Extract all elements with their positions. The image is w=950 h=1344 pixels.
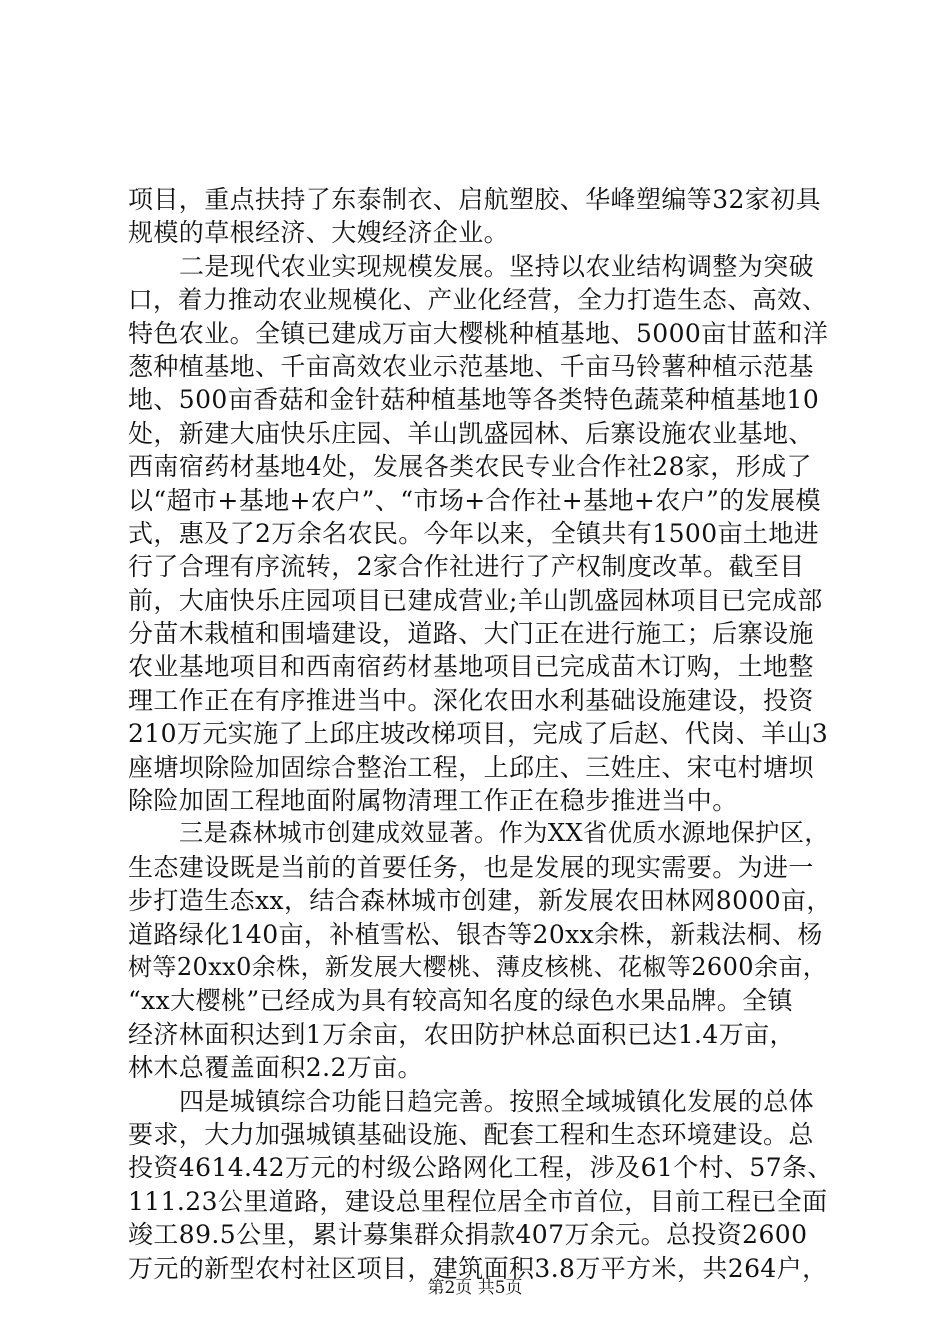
- text-line: 分苗木栽植和围墙建设，道路、大门正在进行施工；后寨设施: [128, 619, 814, 649]
- text-line: 口，着力推动农业规模化、产业化经营，全力打造生态、高效、: [128, 285, 827, 315]
- text-line: 西南宿药材基地4处，发展各类农民专业合作社28家，形成了: [128, 452, 812, 482]
- text-line: 以“超市+基地+农户”、“市场+合作社+基地+农户”的发展模: [128, 485, 821, 515]
- text-line: “xx大樱桃”已经成为具有较高知名度的绿色水果品牌。全镇: [128, 986, 793, 1016]
- text-line: 行了合理有序流转，2家合作社进行了产权制度改革。截至目: [128, 552, 805, 582]
- document-body: [128, 183, 834, 1285]
- text-line: 二是现代农业实现规模发展。坚持以农业结构调整为突破: [179, 251, 815, 281]
- text-line: 三是森林城市创建成效显著。作为XX省优质水源地保护区，: [179, 819, 829, 848]
- text-line: 除险加固工程地面附属物清理工作正在稳步推进当中。: [128, 786, 738, 816]
- text-line: 地、500亩香菇和金针菇种植基地等各类特色蔬菜种植基地10: [128, 385, 820, 415]
- text-line: 前，大庙快乐庄园项目已建成营业;羊山凯盛园林项目已完成部: [128, 585, 823, 615]
- text-line: 葱种植基地、千亩高效农业示范基地、千亩马铃薯种植示范基: [128, 351, 814, 381]
- text-line: 经济林面积达到1万余亩，农田防护林总面积已达1.4万亩，: [128, 1019, 795, 1049]
- text-line: 210万元实施了上邱庄坡改梯项目，完成了后赵、代岗、羊山3: [128, 719, 829, 749]
- paragraph-urban-functions: [128, 1085, 834, 1285]
- text-line: 道路绿化140亩，补植雪松、银杏等20xx余株，新栽法桐、杨: [128, 919, 823, 949]
- text-line: 式，惠及了2万余名农民。今年以来，全镇共有1500亩土地进: [128, 518, 820, 548]
- text-line: 项目，重点扶持了东泰制衣、启航塑胶、华峰塑编等32家初具: [128, 185, 822, 214]
- text-line: 农业基地项目和西南宿药材基地项目已完成苗木订购，土地整: [128, 652, 814, 682]
- text-line: 处，新建大庙快乐庄园、羊山凯盛园林、后寨设施农业基地、: [128, 418, 814, 448]
- text-line: 要求，大力加强城镇基础设施、配套工程和生态环境建设。总: [128, 1119, 814, 1149]
- text-line: 竣工89.5公里，累计募集群众捐款407万余元。总投资2600: [128, 1220, 808, 1250]
- paragraph-continuation: [128, 183, 834, 250]
- paragraph-forest-city: [128, 817, 834, 1084]
- page-footer: 第2页 共5页: [427, 1278, 523, 1298]
- paragraph-modern-agriculture: [128, 250, 834, 818]
- text-line: 理工作正在有序推进当中。深化农田水利基础设施建设，投资: [128, 685, 814, 715]
- text-line: 座塘坝除险加固综合整治工程，上邱庄、三姓庄、宋屯村塘坝: [128, 752, 814, 782]
- text-line: 规模的草根经济、大嫂经济企业。: [128, 218, 510, 248]
- text-line: 111.23公里道路，建设总里程位居全市首位，目前工程已全面: [128, 1186, 828, 1216]
- text-line: 万元的新型农村社区项目，建筑面积3.8万平方米，共264户，: [128, 1253, 828, 1283]
- text-line: 投资4614.42万元的村级公路网化工程，涉及61个村、57条、: [128, 1153, 833, 1183]
- text-line: 生态建设既是当前的首要任务，也是发展的现实需要。为进一: [128, 852, 814, 882]
- text-line: 特色农业。全镇已建成万亩大樱桃种植基地、5000亩甘蓝和洋: [128, 318, 829, 348]
- text-line: 步打造生态xx，结合森林城市创建，新发展农田林网8000亩，: [128, 886, 832, 916]
- text-line: 林木总覆盖面积2.2万亩。: [128, 1053, 423, 1083]
- text-line: 树等20xx0余株，新发展大樱桃、薄皮核桃、花椒等2600余亩，: [128, 952, 828, 981]
- text-line: 四是城镇综合功能日趋完善。按照全域城镇化发展的总体: [179, 1086, 815, 1116]
